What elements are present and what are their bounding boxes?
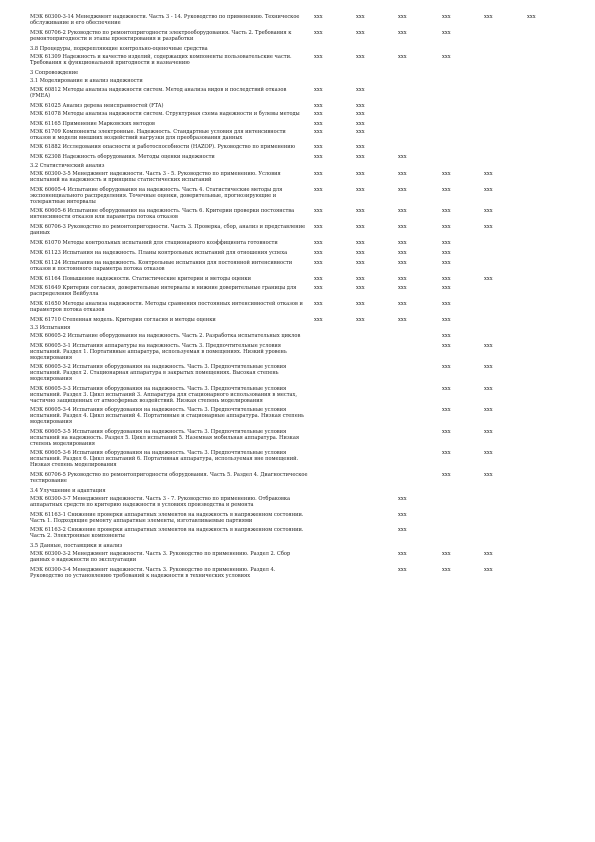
mark-cell: xxx [398, 54, 407, 61]
mark-cell: xxx [398, 527, 407, 534]
standard-title: МЭК 60605-3-4 Испытания оборудования на надежность. Часть 3. Предпочтительные условия испытаний. Раздел 4. Цикл испытаний 4. Портативные и стационарные аппаратура. Низкая степень моделирования [30, 407, 304, 426]
standard-title: МЭК 60605-3-3 Испытания оборудования на надежность. Часть 3. Предпочтительные условия испытаний. Раздел 3. Цикл испытаний 3. Аппаратура для стационарного использования в местах, частично защищенных от атмосферных воздействий. Низкая степень моделирования [30, 385, 298, 404]
table-row [30, 527, 570, 539]
mark-cell: xxx [356, 30, 365, 36]
mark-cell: xxx [356, 284, 365, 291]
mark-cell: xxx [356, 300, 365, 307]
mark-cell: xxx [398, 186, 407, 193]
standard-title: МЭК 61163-1 Снижение проверки аппаратных элементов на надежность в напряженном состоянии. Часть 1. Подходящие ремонту аппаратные элементы, изготавливаемые партиями [30, 511, 304, 524]
mark-cell: xxx [442, 450, 451, 457]
mark-cell: xxx [442, 407, 451, 414]
mark-cell: xxx [314, 14, 323, 20]
section-heading [30, 78, 570, 84]
mark-cell: xxx [484, 428, 493, 435]
standard-title: МЭК 60812 Методы анализа надежности систем. Метод анализа видов и последствий отказов (FMEA) [30, 86, 287, 99]
table-row [30, 386, 570, 404]
mark-cell: xxx [314, 276, 323, 283]
table-row [30, 129, 570, 141]
table-row [30, 512, 570, 524]
standard-title: МЭК 60706-2 Руководство по ремонтопригодности электрооборудования. Часть 2. Требования к ремонтопригодности и этапы проектирования и разработки [30, 30, 292, 42]
mark-cell: xxx [314, 250, 323, 257]
mark-cell: xxx [442, 250, 451, 257]
table-row [30, 450, 570, 468]
mark-cell: xxx [484, 186, 493, 193]
mark-cell: xxx [314, 208, 323, 215]
standard-title: МЭК 61649 Критерии согласия, доверительные интервалы и нижние доверительные границы для распределения Вейбулла [30, 284, 297, 297]
mark-cell: xxx [442, 551, 451, 558]
mark-cell: xxx [527, 14, 536, 20]
table-row [30, 260, 570, 272]
standard-title: МЭК 61124 Испытания на надежность. Контрольные испытания для постоянной интенсивности отказов и постоянного параметра потока отказов [30, 260, 293, 273]
standard-title: МЭК 60605-4 Испытание оборудования на надежность. Часть 4. Статистические методы для экспоненциального распределения. Точечные оценки, доверительные, прогнозирующие и толерантные интервалы [30, 186, 283, 205]
mark-cell: xxx [356, 170, 365, 177]
standard-title: МЭК 60605-6 Испытание оборудования на надежность. Часть 6. Критерии проверки постоянства интенсивности отказов или параметра потока отказов [30, 208, 295, 221]
standard-title: МЭК 61070 Методы контрольных испытаний для стационарного коэффициента готовности [30, 240, 278, 247]
section-heading [30, 488, 570, 494]
mark-cell: xxx [442, 300, 451, 307]
mark-cell: xxx [398, 260, 407, 267]
mark-cell: xxx [442, 567, 451, 574]
mark-cell: xxx [398, 154, 407, 161]
standard-title: МЭК 60300-3-4 Менеджмент надежности. Часть 3. Руководство по применению. Раздел 4. Руководство по установлению требований к надежности в технических условиях [30, 567, 276, 580]
mark-cell: xxx [356, 250, 365, 257]
mark-cell: xxx [314, 260, 323, 267]
standard-title: МЭК 60706-3 Руководство по ремонтопригодности. Часть 3. Проверка, сбор, анализ и представление данных [30, 224, 306, 237]
mark-cell: xxx [398, 276, 407, 283]
mark-cell: xxx [442, 332, 451, 339]
mark-cell: xxx [356, 144, 365, 151]
section-title: 3.4 Улучшение и адаптация [30, 487, 106, 494]
mark-cell: xxx [356, 128, 365, 135]
standard-title: МЭК 60300-3-2 Менеджмент надежности. Часть 3. Руководство по применению. Раздел 2. Сбор данных о надежности по эксплуатации [30, 551, 291, 564]
mark-cell: xxx [314, 102, 323, 109]
standard-title: МЭК 61710 Степенная модель. Критерии согласия и методы оценки [30, 316, 216, 323]
mark-cell: xxx [314, 128, 323, 135]
mark-cell: xxx [398, 14, 407, 20]
standard-title: МЭК 60706-5 Руководство по ремонтопригодности оборудования. Часть 5. Раздел 4. Диагностическое тестирование [30, 471, 308, 484]
mark-cell: xxx [484, 170, 493, 177]
mark-cell: xxx [442, 260, 451, 267]
section-heading [30, 70, 570, 76]
standard-title: МЭК 61709 Компоненты электронные. Надежность. Стандартные условия для интенсивности отказов и модели внешних воздействий нагрузки для преобразования данных [30, 128, 286, 141]
section-heading [30, 163, 570, 169]
mark-cell: xxx [356, 14, 365, 20]
mark-cell: xxx [356, 86, 365, 93]
mark-cell: xxx [356, 154, 365, 161]
mark-cell: xxx [398, 170, 407, 177]
mark-cell: xxx [442, 30, 451, 36]
mark-cell: xxx [442, 14, 451, 20]
mark-cell: xxx [398, 224, 407, 231]
mark-cell: xxx [314, 240, 323, 247]
mark-cell: xxx [314, 120, 323, 127]
standards-table [30, 14, 570, 583]
standard-title: МЭК 60605-2 Испытание оборудования на надежность. Часть 2. Разработка испытательных циклов [30, 332, 301, 339]
table-row [30, 54, 570, 66]
table-row [30, 208, 570, 220]
mark-cell: xxx [484, 407, 493, 414]
mark-cell: xxx [356, 54, 365, 61]
table-row [30, 250, 570, 256]
mark-cell: xxx [442, 385, 451, 392]
mark-cell: xxx [442, 471, 451, 478]
table-row [30, 87, 570, 99]
mark-cell: xxx [484, 385, 493, 392]
table-row [30, 496, 570, 508]
mark-cell: xxx [484, 551, 493, 558]
mark-cell: xxx [314, 224, 323, 231]
section-title: 3.3 Испытания [30, 324, 71, 331]
table-row [30, 111, 570, 117]
standard-title: МЭК 60605-3-5 Испытания оборудования на надежность. Часть 3. Предпочтительные условия испытаний на надежность. Раздел 5. Цикл испытаний 5. Наземная мобильная аппаратура. Низкая степень моделирования [30, 428, 300, 447]
mark-cell: xxx [314, 154, 323, 161]
mark-cell: xxx [356, 120, 365, 127]
standard-title: МЭК 60605-3-1 Испытания аппаратуры на надежность. Часть 3. Предпочтительные условия испытаний. Раздел 1. Портативные аппаратура, используемая в помещениях. Низкий уровень моделирования [30, 342, 287, 361]
table-row [30, 171, 570, 183]
table-row [30, 187, 570, 205]
mark-cell: xxx [356, 110, 365, 117]
mark-cell: xxx [314, 186, 323, 193]
table-row [30, 30, 570, 42]
mark-cell: xxx [442, 186, 451, 193]
table-row [30, 551, 570, 563]
table-row [30, 364, 570, 382]
section-title: 3.5 Данные, поставщики и анализ [30, 543, 123, 550]
mark-cell: xxx [484, 471, 493, 478]
mark-cell: xxx [442, 224, 451, 231]
standard-title: МЭК 60300-3-5 Менеджмент надежности. Часть 3 - 5. Руководство по применению. Условия испытаний на надежность и принципы статистических испытаний [30, 170, 281, 183]
standard-title: МЭК 61309 Надежность и качество изделий, содержащих компоненты пользовательские части. Требования к функциональной пригодности и назначению [30, 54, 292, 67]
standard-title: МЭК 61025 Анализ дерева неисправностей (FTA) [30, 102, 164, 109]
mark-cell: xxx [442, 208, 451, 215]
table-row [30, 240, 570, 246]
mark-cell: xxx [314, 284, 323, 291]
mark-cell: xxx [314, 30, 323, 36]
mark-cell: xxx [314, 170, 323, 177]
mark-cell: xxx [442, 364, 451, 371]
table-row [30, 317, 570, 323]
table-row [30, 285, 570, 297]
mark-cell: xxx [442, 170, 451, 177]
mark-cell: xxx [398, 30, 407, 36]
table-row [30, 333, 570, 339]
standard-title: МЭК 61078 Методы анализа надежности систем. Структурная схема надежности и булевы методы [30, 110, 300, 117]
mark-cell: xxx [356, 208, 365, 215]
mark-cell: xxx [398, 496, 407, 503]
mark-cell: xxx [398, 316, 407, 323]
mark-cell: xxx [314, 144, 323, 151]
standard-title: МЭК 60300-3-7 Менеджмент надежности. Часть 3 - 7. Руководство по применению. Отбраковка аппаратных средств по критерию надежности в условиях производства и ремонта [30, 496, 291, 509]
table-row [30, 224, 570, 236]
table-row [30, 144, 570, 150]
section-title: 3.8 Процедуры, подкрепляющие контрольно-оценочные средства [30, 46, 208, 52]
table-row [30, 14, 570, 26]
standard-title: МЭК 60605-3-2 Испытания оборудования на надежность. Часть 3. Предпочтительные условия испытаний. Раздел 2. Стационарная аппаратура в закрытых помещениях. Высокая степень моделирования [30, 364, 287, 383]
mark-cell: xxx [442, 428, 451, 435]
mark-cell: xxx [356, 102, 365, 109]
standard-title: МЭК 61123 Испытания на надежность. Планы контрольных испытаний для отношения успеха [30, 250, 288, 257]
mark-cell: xxx [314, 316, 323, 323]
mark-cell: xxx [356, 240, 365, 247]
mark-cell: xxx [442, 342, 451, 349]
section-heading [30, 543, 570, 549]
table-row [30, 343, 570, 361]
mark-cell: xxx [398, 240, 407, 247]
section-title: 3 Сопровождение [30, 70, 79, 77]
table-row [30, 429, 570, 447]
mark-cell: xxx [484, 364, 493, 371]
mark-cell: xxx [484, 450, 493, 457]
table-row [30, 567, 570, 579]
section-title: 3.2 Статистический анализ [30, 162, 105, 169]
table-row [30, 276, 570, 282]
mark-cell: xxx [398, 284, 407, 291]
table-row [30, 301, 570, 313]
mark-cell: xxx [484, 14, 493, 20]
standard-title: МЭК 61882 Исследования опасности и работоспособности (HAZOP). Руководство по применению [30, 144, 296, 151]
table-row [30, 472, 570, 484]
mark-cell: xxx [356, 276, 365, 283]
mark-cell: xxx [484, 342, 493, 349]
standard-title: МЭК 62308 Надежность оборудования. Методы оценки надежности [30, 154, 215, 161]
mark-cell: xxx [398, 300, 407, 307]
mark-cell: xxx [442, 276, 451, 283]
table-row [30, 407, 570, 425]
standard-title: МЭК 61164 Повышение надежности. Статистические критерии и методы оценки [30, 276, 251, 283]
mark-cell: xxx [442, 316, 451, 323]
mark-cell: xxx [442, 284, 451, 291]
mark-cell: xxx [314, 54, 323, 61]
mark-cell: xxx [398, 208, 407, 215]
mark-cell: xxx [442, 54, 451, 61]
mark-cell: xxx [356, 260, 365, 267]
mark-cell: xxx [442, 240, 451, 247]
section-title: 3.1 Моделирование и анализ надежности [30, 78, 143, 85]
mark-cell: xxx [484, 567, 493, 574]
mark-cell: xxx [398, 250, 407, 257]
table-row [30, 103, 570, 109]
standard-title: МЭК 61163-2 Снижение проверки аппаратных элементов на надежность в напряженном состоянии. Часть 2. Электронные компоненты [30, 527, 304, 540]
standard-title: МЭК 60300-3-14 Менеджмент надежности. Часть 3 - 14. Руководство по применению. Техническое обслуживание и его обеспечение [30, 14, 300, 26]
mark-cell: xxx [314, 300, 323, 307]
mark-cell: xxx [314, 86, 323, 93]
section-heading [30, 325, 570, 331]
table-row [30, 121, 570, 127]
standard-title: МЭК 60605-3-6 Испытания оборудования на надежность. Часть 3. Предпочтительные условия испытаний. Раздел 6. Цикл испытаний 6. Портативная аппаратура, используемая вне помещений. Низкая степень моделирования [30, 450, 299, 469]
section-heading [30, 46, 570, 52]
standard-title: МЭК 61165 Применение Марковских методов [30, 120, 155, 127]
mark-cell: xxx [398, 511, 407, 518]
mark-cell: xxx [398, 551, 407, 558]
mark-cell: xxx [398, 567, 407, 574]
table-row [30, 154, 570, 160]
mark-cell: xxx [484, 276, 493, 283]
standard-title: МЭК 61650 Методы анализа надежности. Методы сравнения постоянных интенсивностей отказов и параметров потока отказов [30, 300, 303, 313]
mark-cell: xxx [314, 110, 323, 117]
mark-cell: xxx [484, 224, 493, 231]
mark-cell: xxx [484, 208, 493, 215]
mark-cell: xxx [356, 316, 365, 323]
mark-cell: xxx [356, 224, 365, 231]
mark-cell: xxx [356, 186, 365, 193]
